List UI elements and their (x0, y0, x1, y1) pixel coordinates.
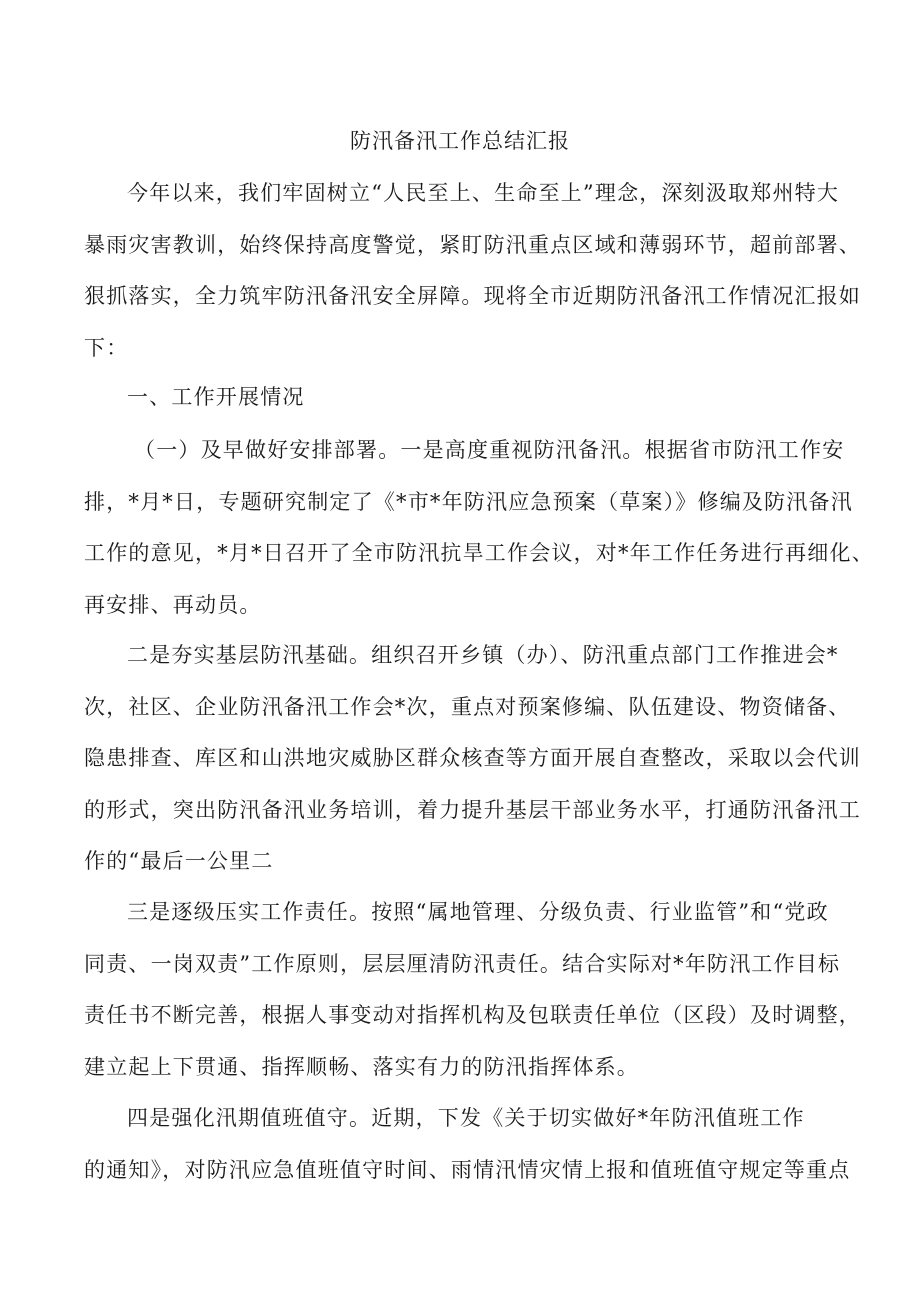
intro-line: 狠抓落实，全力筑牢防汛备汛安全屏障。现将全市近期防汛备汛工作情况汇报如 (84, 284, 861, 308)
paragraph-line: 责任书不断完善，根据人事变动对指挥机构及包联责任单位（区段）及时调整， (84, 1003, 861, 1027)
intro-paragraph (84, 168, 861, 374)
document-title: 防汛备汛工作总结汇报 (350, 129, 570, 153)
paragraph-line: 的通知》，对防汛应急值班值守时间、雨情汛情灾情上报和值班值守规定等重点 (84, 1157, 851, 1182)
paragraph-line: 同责、一岗双责”工作原则，层层厘清防汛责任。结合实际对*年防汛工作目标 (84, 951, 841, 976)
intro-line: 下： (84, 335, 129, 360)
paragraph-line: 排，*月*日，专题研究制定了《*市*年防汛应急预案（草案）》修编及防汛备汛 (84, 489, 853, 514)
paragraph-line: 再安排、再动员。 (84, 592, 262, 617)
intro-line: 今年以来，我们牢固树立“人民至上、生命至上”理念，深刻汲取郑州特大 (127, 181, 840, 205)
paragraph-2 (84, 630, 861, 888)
paragraph-line: 作的“最后一公里二 (84, 849, 274, 873)
paragraph-line: 二是夯实基层防汛基础。组织召开乡镇（办）、防汛重点部门工作推进会* (127, 643, 839, 667)
section-heading (84, 372, 844, 424)
paragraph-line: 三是逐级压实工作责任。按照“属地管理、分级负责、行业监管”和“党政 (127, 900, 829, 924)
intro-line: 暴雨灾害教训，始终保持高度警觉，紧盯防汛重点区域和薄弱环节，超前部署、 (84, 232, 861, 257)
paragraph-line: （一）及早做好安排部署。一是高度重视防汛备汛。根据省市防汛工作安 (134, 438, 845, 462)
paragraph-3 (84, 887, 861, 1093)
section-heading-text: 一、工作开展情况 (127, 385, 305, 409)
paragraph-1 (84, 425, 874, 631)
paragraph-line: 隐患排查、库区和山洪地灾威胁区群众核查等方面开展自查整改，采取以会代训 (84, 746, 861, 770)
paragraph-line: 四是强化汛期值班值守。近期，下发《关于切实做好*年防汛值班工作 (127, 1106, 805, 1130)
paragraph-line: 工作的意见，*月*日召开了全市防汛抗旱工作会议，对*年工作任务进行再细化、 (84, 541, 874, 565)
paragraph-4 (84, 1093, 851, 1196)
paragraph-line: 建立起上下贯通、指挥顺畅、落实有力的防汛指挥体系。 (84, 1054, 639, 1079)
paragraph-line: 的形式，突出防汛备汛业务培训，着力提升基层干部业务水平，打通防汛备汛工 (84, 797, 861, 822)
paragraph-line: 次，社区、企业防汛备汛工作会*次，重点对预案修编、队伍建设、物资储备、 (84, 694, 851, 719)
